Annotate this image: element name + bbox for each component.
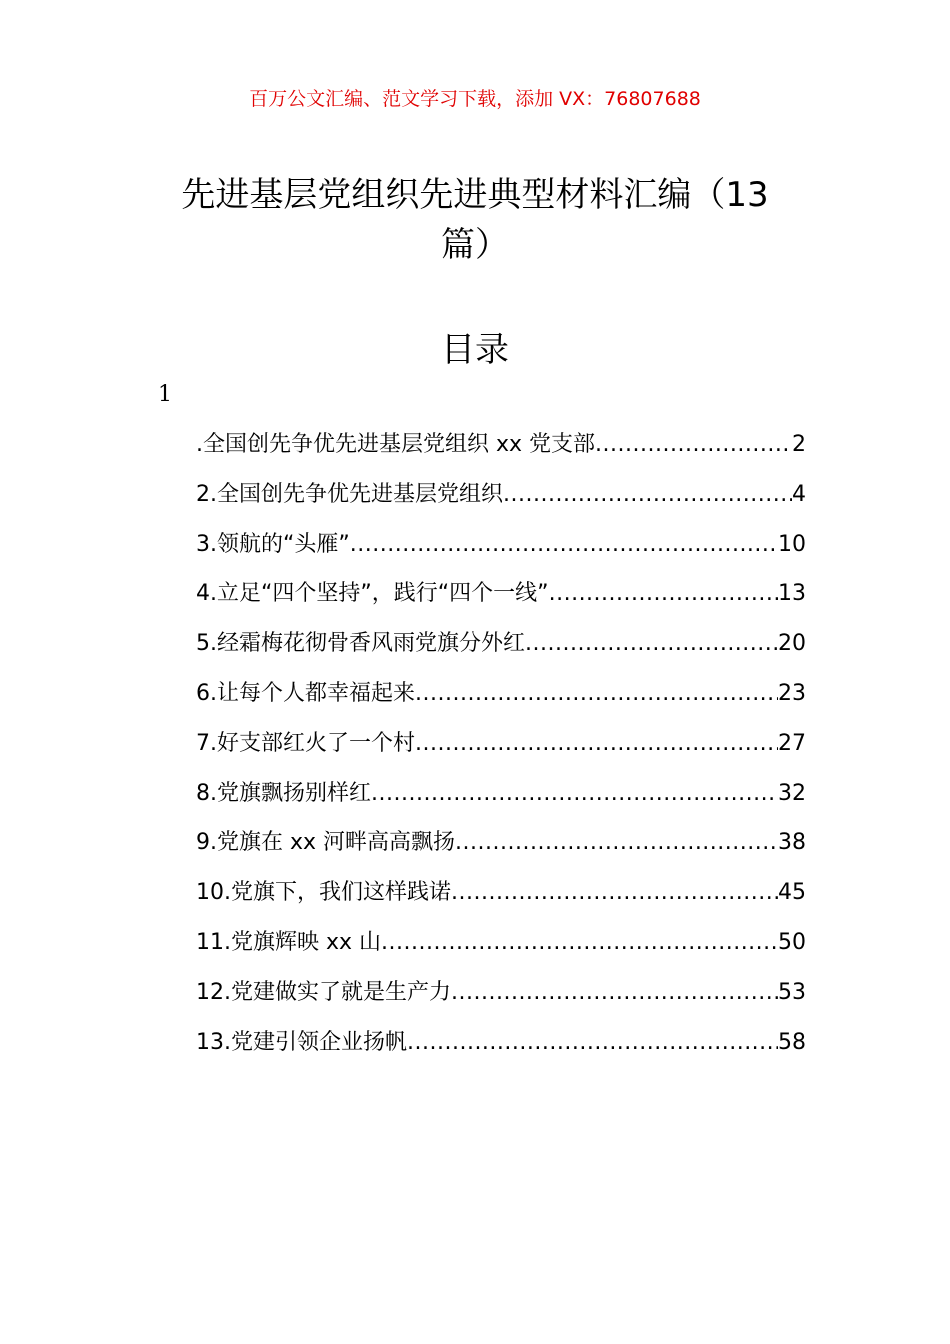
toc-dot-leader: [455, 818, 778, 868]
toc-entry-title: 9.党旗在 xx 河畔高高飘扬: [196, 830, 456, 856]
toc-dot-leader: [503, 470, 792, 520]
toc-entry[interactable]: [196, 818, 806, 868]
toc-entry[interactable]: [196, 968, 806, 1018]
toc-entry-title: .全国创先争优先进基层党组织 xx 党支部: [196, 432, 596, 457]
toc-entry-page: 45: [778, 880, 806, 906]
toc-entry-page: 23: [778, 680, 806, 706]
toc-entry[interactable]: [196, 619, 806, 669]
toc-dot-leader: [451, 968, 778, 1018]
toc-entry[interactable]: [196, 769, 806, 819]
toc-entry-page: 2: [792, 432, 806, 457]
toc-dot-leader: [371, 769, 778, 819]
toc-dot-leader: [415, 719, 778, 769]
toc-entry-page: 58: [778, 1029, 806, 1055]
toc-entry-page: 32: [778, 780, 806, 806]
toc-entry-title: 10.党旗下，我们这样践诺: [196, 880, 451, 906]
toc-dot-leader: [595, 420, 792, 470]
toc-heading: 目录: [441, 330, 509, 370]
toc-entry-title: 13.党建引领企业扬帆: [196, 1029, 407, 1055]
table-of-contents: [196, 420, 806, 1067]
toc-dot-leader: [415, 669, 778, 719]
header-note: 百万公文汇编、范文学习下载，添加 VX：76807688: [249, 88, 701, 110]
toc-entry[interactable]: [196, 1018, 806, 1068]
toc-entry-page: 53: [778, 979, 806, 1005]
toc-entry-page: 50: [778, 929, 806, 955]
toc-entry[interactable]: [196, 520, 806, 570]
toc-entry[interactable]: [196, 569, 806, 619]
toc-entry-title: 8.党旗飘扬别样红: [196, 780, 371, 806]
toc-entry-title: 11.党旗辉映 xx 山: [196, 929, 382, 955]
toc-entry-page: 38: [778, 830, 806, 856]
toc-entry[interactable]: [196, 868, 806, 918]
toc-entry-title: 5.经霜梅花彻骨香风雨党旗分外红: [196, 631, 525, 657]
toc-dot-leader: [525, 619, 778, 669]
toc-entry-title: 12.党建做实了就是生产力: [196, 979, 451, 1005]
toc-dot-leader: [451, 868, 778, 918]
toc-entry-title: 2.全国创先争优先进基层党组织: [196, 481, 503, 507]
toc-dot-leader: [407, 1018, 778, 1068]
toc-entry[interactable]: [196, 470, 806, 520]
toc-entry[interactable]: [196, 420, 806, 470]
toc-entry-page: 10: [778, 531, 806, 557]
toc-entry-page: 13: [778, 581, 806, 607]
toc-entry-page: 20: [778, 631, 806, 657]
toc-entry-title: 6.让每个人都幸福起来: [196, 680, 415, 706]
toc-entry[interactable]: [196, 669, 806, 719]
toc-entry-page: 27: [778, 730, 806, 756]
toc-entry[interactable]: [196, 918, 806, 968]
stray-number: 1: [158, 382, 172, 407]
toc-dot-leader: [350, 520, 778, 570]
toc-entry-page: 4: [792, 481, 806, 507]
toc-dot-leader: [549, 569, 778, 619]
toc-entry-title: 4.立足“四个坚持”，践行“四个一线”: [196, 581, 549, 607]
toc-entry-title: 3.领航的“头雁”: [196, 531, 350, 557]
document-title: 先进基层党组织先进典型材料汇编（13篇）: [181, 175, 769, 265]
toc-dot-leader: [381, 918, 778, 968]
toc-entry-title: 7.好支部红火了一个村: [196, 730, 415, 756]
toc-entry[interactable]: [196, 719, 806, 769]
